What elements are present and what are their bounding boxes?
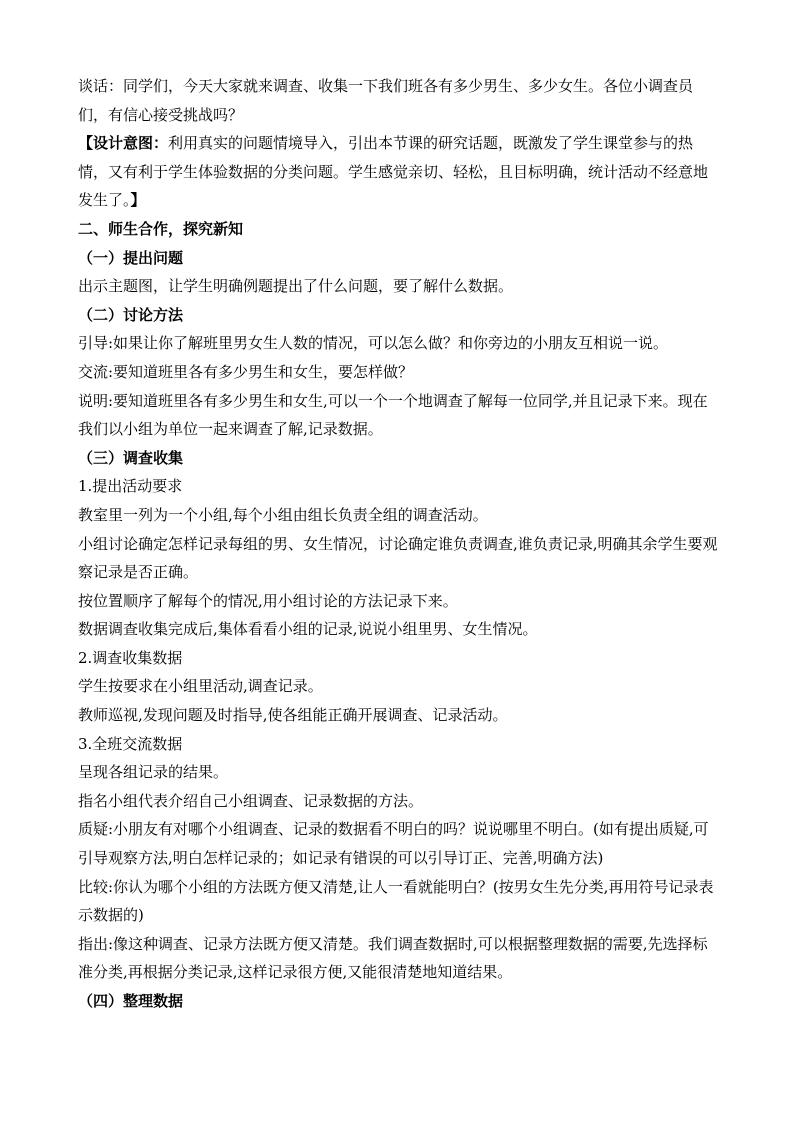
paragraph-intro-talk: 谈话：同学们，今天大家就来调查、收集一下我们班各有多少男生、多少女生。各位小调查员们，有信心接受挑战吗？: [78, 77, 694, 124]
paragraph: 按位置顺序了解每个的情况,用小组讨论的方法记录下来。: [78, 591, 458, 610]
note-label: 【设计意图：: [78, 134, 169, 153]
note-text: 利用真实的问题情境导入，引出本节课的研究话题，既激发了学生课堂参与的热情，又有利于学生体验数据的分类问题。学生感觉亲切、轻松，且目标明确，统计活动不经意地发生了。: [78, 134, 709, 210]
paragraph: 学生按要求在小组里活动,调查记录。: [78, 677, 323, 696]
paragraph: 小组讨论确定怎样记录每组的男、女生情况，讨论确定谁负责调查,谁负责记录,明确其余学生要观察记录是否正确。: [78, 534, 718, 582]
section-heading: 二、师生合作，探究新知: [78, 219, 244, 238]
subsection-heading: （一）提出问题: [78, 248, 184, 267]
paragraph: 指出:像这种调查、记录方法既方便又清楚。我们调查数据时,可以根据整理数据的需要,先选择标准分类,再根据分类记录,这样记录很方便,又能很清楚地知道结果。: [78, 934, 708, 982]
paragraph: 说明:要知道班里各有多少男生和女生,可以一个一个地调查了解每一位同学,并且记录下来。现在我们以小组为单位一起来调查了解,记录数据。: [78, 391, 708, 439]
paragraph: 交流:要知道班里各有多少男生和女生，要怎样做？: [78, 362, 414, 381]
paragraph: 出示主题图，让学生明确例题提出了什么问题，要了解什么数据。: [78, 277, 514, 296]
note-end: 】: [130, 191, 146, 210]
paragraph: 呈现各组记录的结果。: [78, 763, 229, 782]
paragraph: 比较:你认为哪个小组的方法既方便又清楚,让人一看就能明白？(按男女生先分类,再用符号记录表示数据的): [78, 877, 714, 925]
paragraph: 教室里一列为一个小组,每个小组由组长负责全组的调查活动。: [78, 505, 488, 524]
subsection-heading: （四）整理数据: [78, 992, 184, 1010]
document-body: [78, 72, 720, 1016]
numbered-step: 3.全班交流数据: [78, 734, 183, 753]
paragraph: 数据调查收集完成后,集体看看小组的记录,说说小组里男、女生情况。: [78, 620, 538, 639]
paragraph: 质疑:小朋友有对哪个小组调查、记录的数据看不明白的吗？说说哪里不明白。(如有提出质疑,可引导观察方法,明白怎样记录的；如记录有错误的可以引导订正、完善,明确方法): [78, 820, 709, 868]
design-intent-note: [78, 129, 720, 215]
paragraph: 引导:如果让你了解班里男女生人数的情况，可以怎么做？和你旁边的小朋友互相说一说。: [78, 334, 669, 353]
subsection-heading: （二）讨论方法: [78, 305, 184, 324]
paragraph: 教师巡视,发现问题及时指导,使各组能正确开展调查、记录活动。: [78, 706, 508, 725]
numbered-step: 2.调查收集数据: [78, 648, 183, 667]
subsection-heading: （三）调查收集: [78, 448, 184, 467]
paragraph: 指名小组代表介绍自己小组调查、记录数据的方法。: [78, 791, 424, 810]
numbered-step: 1.提出活动要求: [78, 477, 183, 496]
